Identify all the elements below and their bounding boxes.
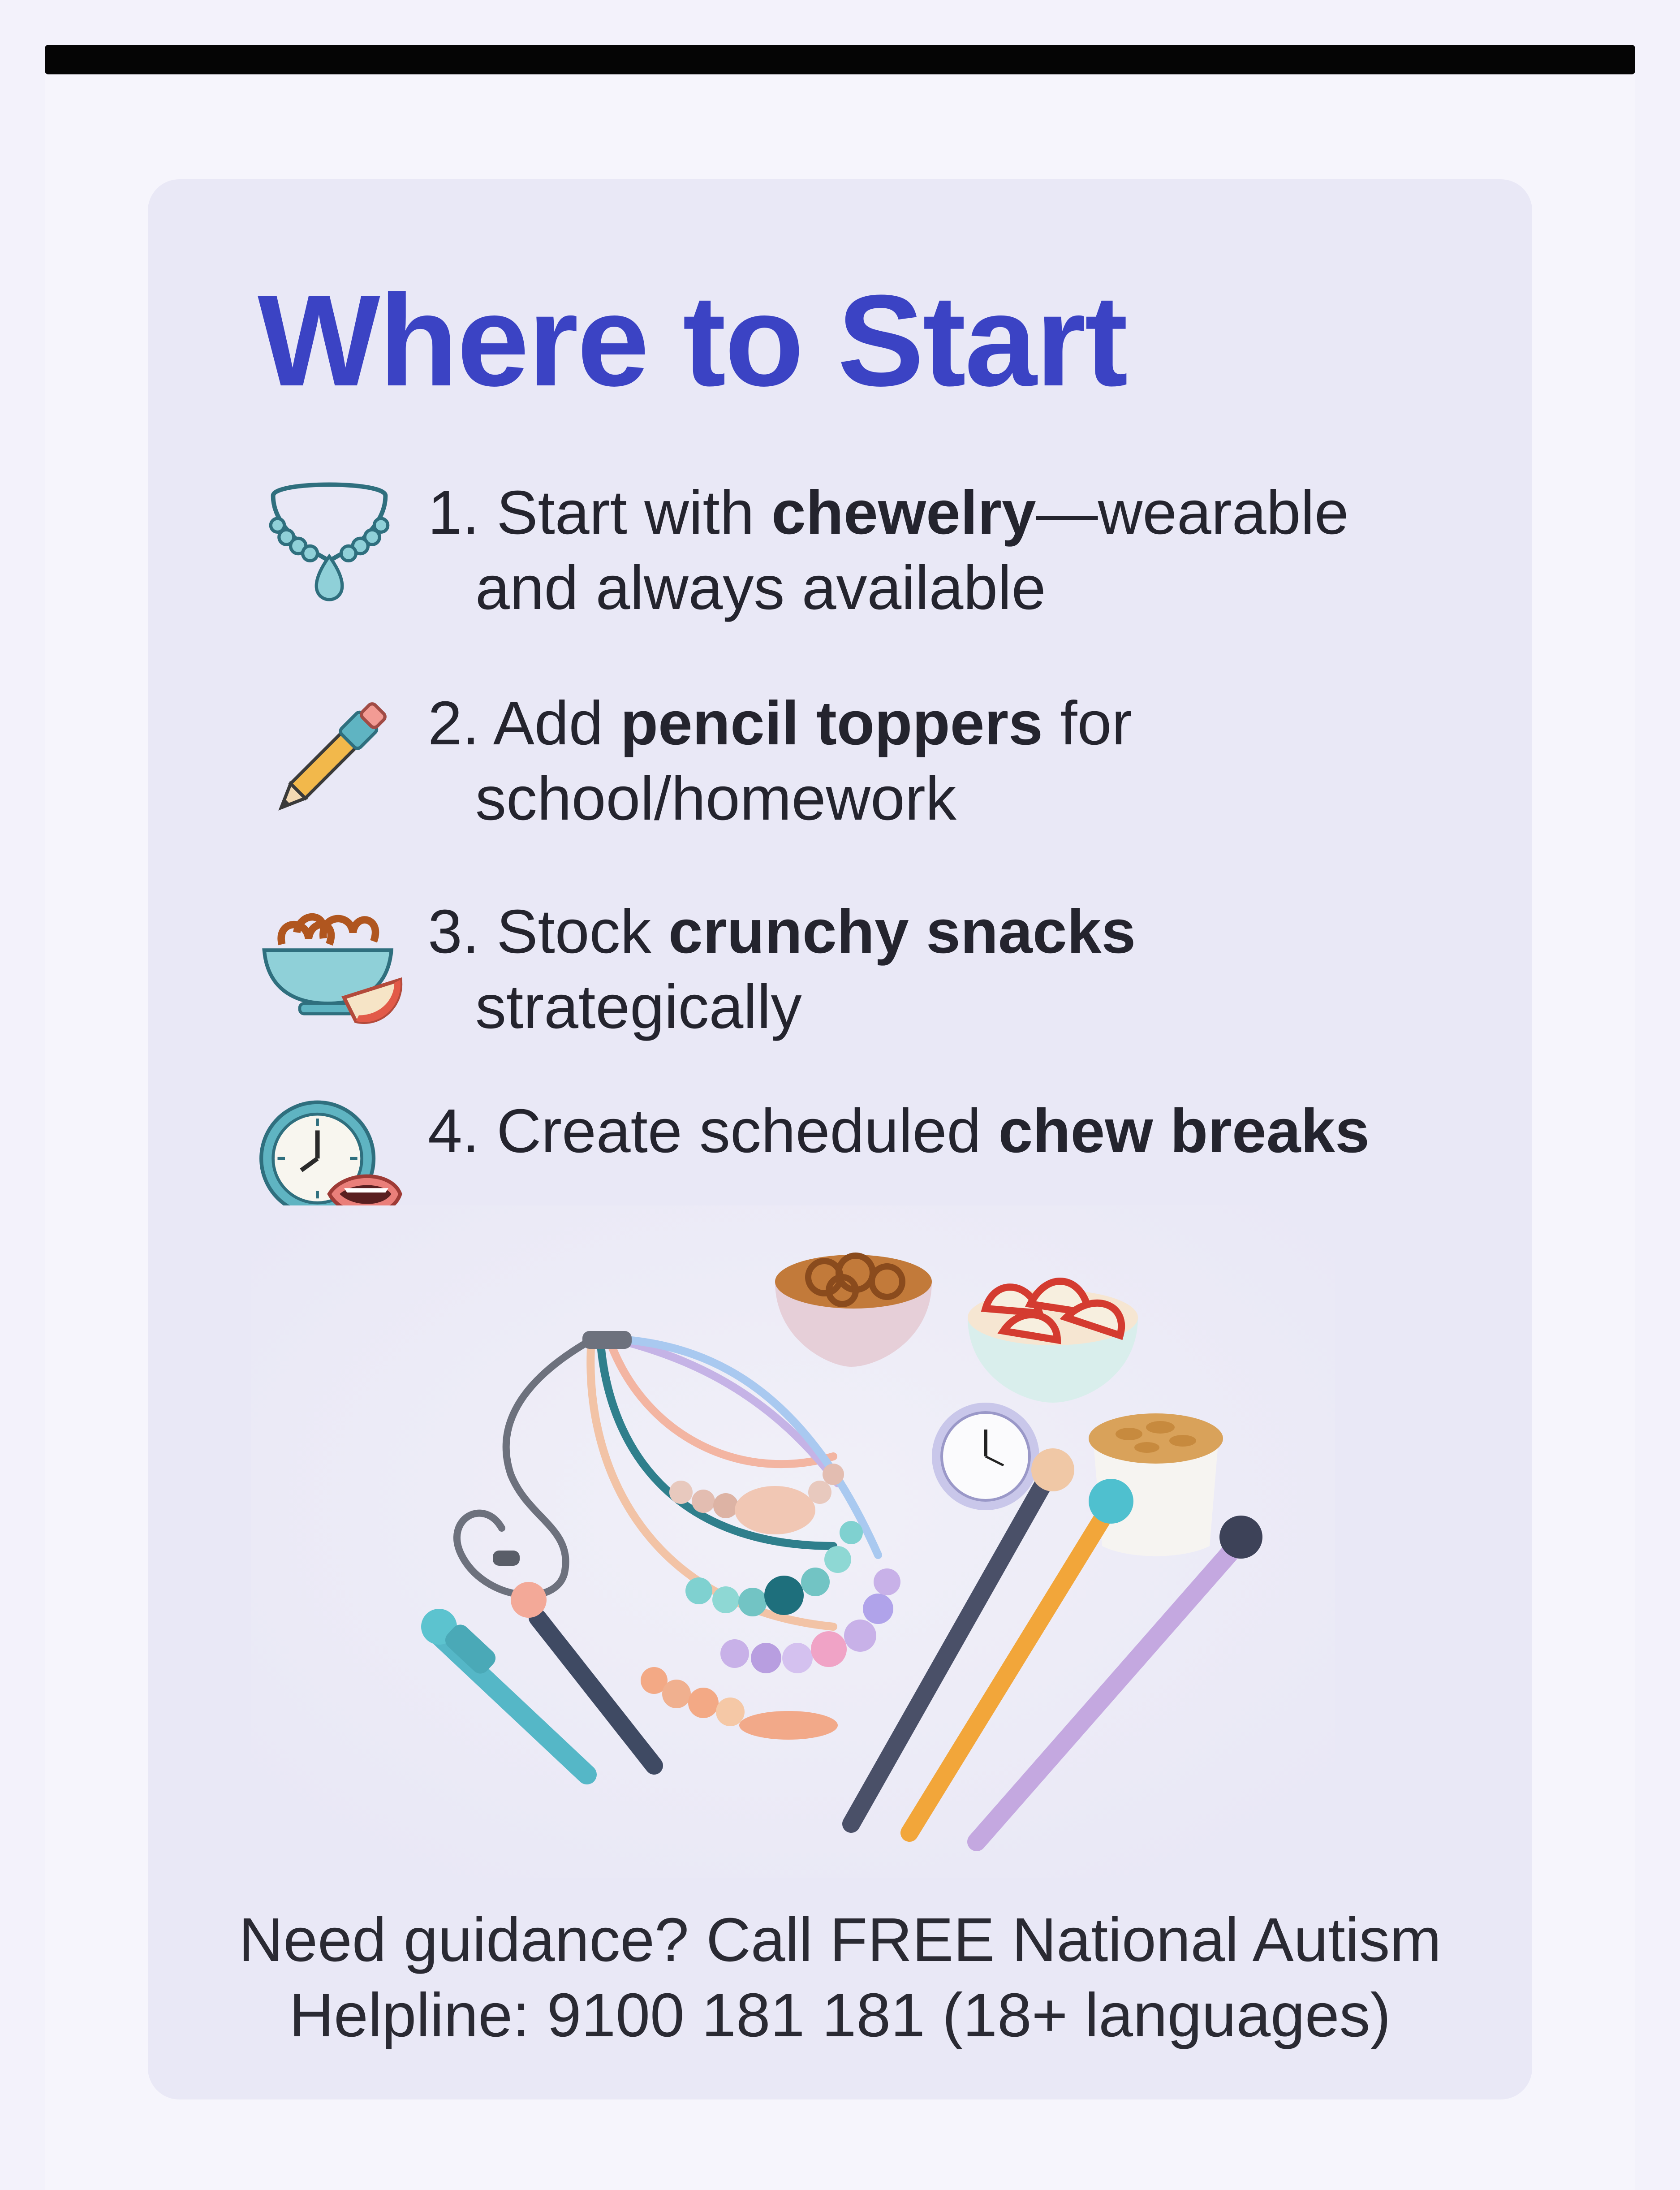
product-photo [251, 1205, 1335, 1878]
step-text: 2. Add pencil toppers for school/homework [428, 689, 1133, 833]
step-text: 3. Stock crunchy snacks strategically [428, 897, 1136, 1041]
top-bar [45, 45, 1635, 74]
footer-line-1: Need guidance? Call FREE National Autism [238, 1905, 1442, 1974]
footer-line-2: Helpline: 9100 181 181 (18+ languages) [289, 1981, 1391, 2050]
small-clock [932, 1403, 1039, 1510]
step-pencil-toppers [255, 686, 1465, 838]
page-title: Where to Start [258, 268, 1127, 413]
step-text: 4. Create scheduled chew breaks [428, 1097, 1370, 1166]
step-chewelry [255, 475, 1465, 627]
helpline-footer [148, 1902, 1532, 2053]
necklace-icon [255, 475, 403, 623]
step-crunchy-snacks [255, 894, 1465, 1046]
step-text: 1. Start with chewelry—wearable and always available [428, 478, 1349, 622]
pencil-topper-icon [255, 686, 403, 834]
snack-bowl-icon [255, 894, 403, 1042]
